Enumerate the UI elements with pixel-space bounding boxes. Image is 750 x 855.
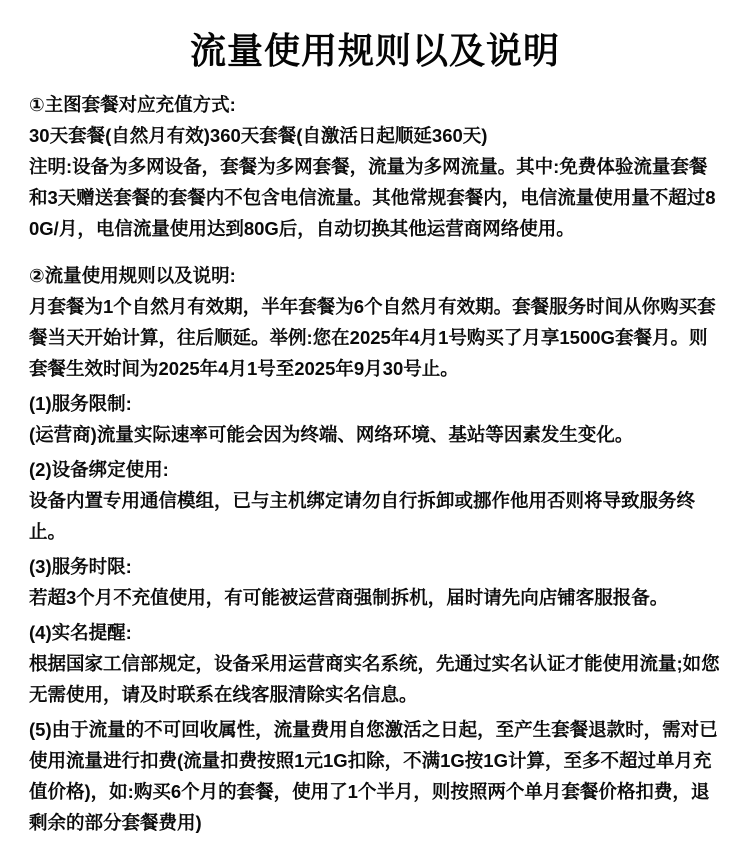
rules-document [0, 30, 750, 855]
item-4-heading: (4)实名提醒: [29, 622, 132, 643]
section1-plans-line: 30天套餐(自然月有效)360天套餐(自激活日起顺延360天) [29, 125, 488, 146]
item-4-body: 根据国家工信部规定，设备采用运营商实名系统，先通过实名认证才能使用流量;如您无需使用，请及时联系在线客服清除实名信息。 [29, 653, 720, 705]
section1-heading: ①主图套餐对应充值方式: [29, 94, 236, 115]
section2-intro: 月套餐为1个自然月有效期，半年套餐为6个自然月有效期。套餐服务时间从你购买套餐当天开始计算，往后顺延。举例:您在2025年4月1号购买了月享1500G套餐月。则套餐生效时间为2025年4月1号至2025年9月30号止。 [29, 296, 716, 379]
item-1-heading: (1)服务限制: [29, 393, 132, 414]
item-1-body: (运营商)流量实际速率可能会因为终端、网络环境、基站等因素发生变化。 [29, 424, 634, 445]
item-2-body: 设备内置专用通信模组，已与主机绑定请勿自行拆卸或挪作他用否则将导致服务终止。 [29, 490, 696, 542]
section1-note: 注明:设备为多网设备，套餐为多网套餐，流量为多网流量。其中:免费体验流量套餐和3天赠送套餐的套餐内不包含电信流量。其他常规套餐内，电信流量使用量不超过80G/月，电信流量使用达到80G后，自动切换其他运营商网络使用。 [29, 156, 716, 239]
page-title: 流量使用规则以及说明 [189, 30, 560, 71]
item-2-heading: (2)设备绑定使用: [29, 459, 169, 480]
section2-heading: ②流量使用规则以及说明: [29, 265, 236, 286]
item-3-heading: (3)服务时限: [29, 556, 132, 577]
refund-note: (5)由于流量的不可回收属性，流量费用自您激活之日起，至产生套餐退款时，需对已使用流量进行扣费(流量扣费按照1元1G扣除，不满1G按1G计算，至多不超过单月充值价格)，如:购买6个月的套餐，使用了1个半月，则按照两个单月套餐价格扣费，退剩余的部分套餐费用) [29, 719, 718, 833]
item-3-body: 若超3个月不充值使用，有可能被运营商强制拆机，届时请先向店铺客服报备。 [29, 587, 669, 608]
